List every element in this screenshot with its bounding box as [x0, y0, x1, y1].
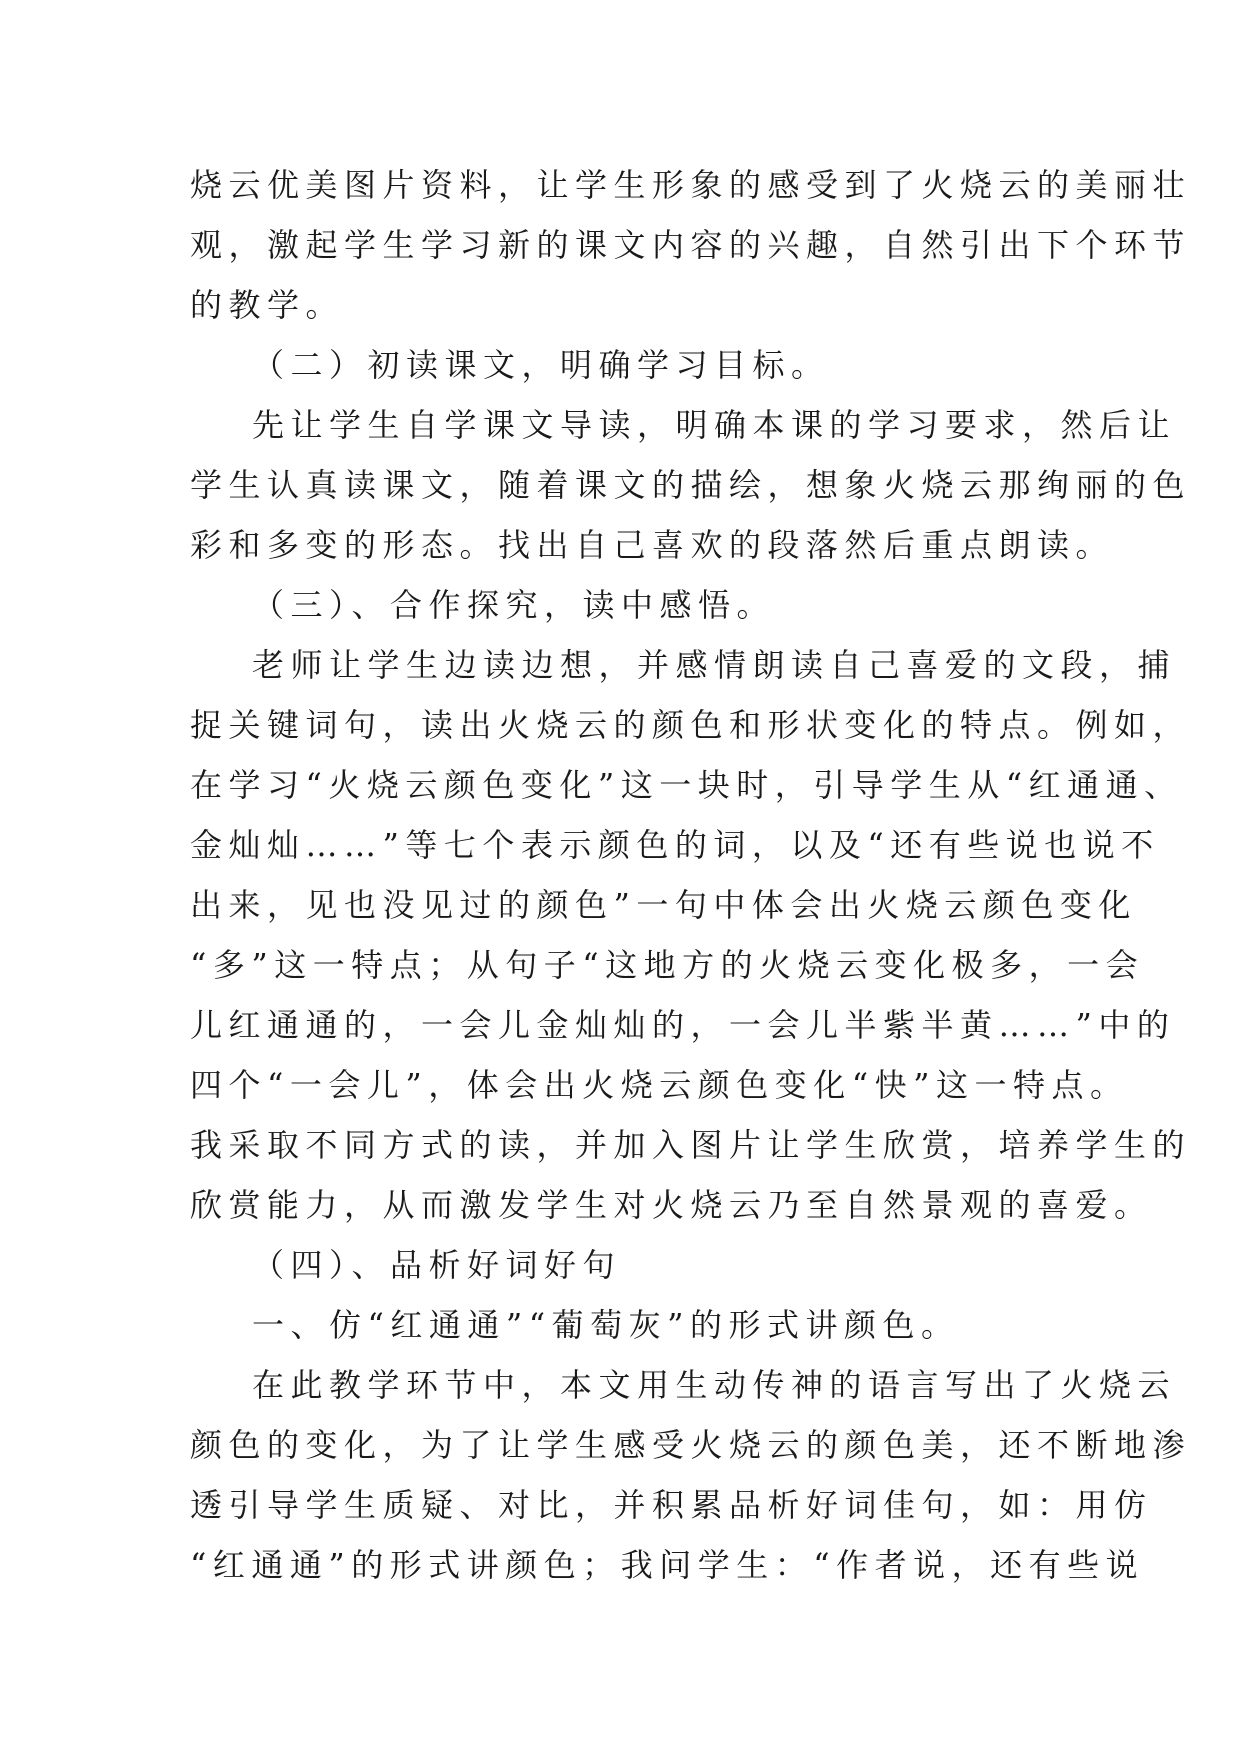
section-heading-3: （三）、合作探究，读中感悟。 [252, 586, 776, 624]
paragraph-line-5: 先让学生自学课文导读，明确本课的学习要求，然后让 [252, 406, 1177, 444]
paragraph-line-21: 在此教学环节中，本文用生动传神的语言写出了火烧云 [252, 1366, 1177, 1404]
paragraph-line-2: 观，激起学生学习新的课文内容的兴趣，自然引出下个环节 [190, 226, 1192, 264]
paragraph-line-14: “多”这一特点；从句子“这地方的火烧云变化极多，一会 [190, 946, 1145, 984]
subheading-1: 一、仿“红通通”“葡萄灰”的形式讲颜色。 [252, 1306, 960, 1344]
section-heading-2: （二）初读课文，明确学习目标。 [252, 346, 830, 384]
paragraph-line-11: 在学习“火烧云颜色变化”这一块时，引导学生从“红通通、 [190, 766, 1183, 804]
paragraph-line-15: 儿红通通的，一会儿金灿灿的，一会儿半紫半黄……”中的 [190, 1006, 1176, 1044]
paragraph-line-16: 四个“一会儿”，体会出火烧云颜色变化“快”这一特点。 [190, 1066, 1129, 1104]
paragraph-line-22: 颜色的变化，为了让学生感受火烧云的颜色美，还不断地渗 [190, 1426, 1192, 1464]
paragraph-line-13: 出来，见也没见过的颜色”一句中体会出火烧云颜色变化 [190, 886, 1137, 924]
paragraph-line-18: 欣赏能力，从而激发学生对火烧云乃至自然景观的喜爱。 [190, 1186, 1153, 1224]
paragraph-line-24: “红通通”的形式讲颜色；我问学生：“作者说，还有些说 [190, 1546, 1145, 1584]
paragraph-line-17: 我采取不同方式的读，并加入图片让学生欣赏，培养学生的 [190, 1126, 1192, 1164]
section-heading-4: （四）、品析好词好句 [252, 1246, 622, 1284]
paragraph-line-12: 金灿灿……”等七个表示颜色的词，以及“还有些说也说不 [190, 826, 1160, 864]
paragraph-line-23: 透引导学生质疑、对比，并积累品析好词佳句，如：用仿 [190, 1486, 1153, 1524]
paragraph-line-7: 彩和多变的形态。找出自己喜欢的段落然后重点朗读。 [190, 526, 1115, 564]
paragraph-line-6: 学生认真读课文，随着课文的描绘，想象火烧云那绚丽的色 [190, 466, 1192, 504]
paragraph-line-1: 烧云优美图片资料，让学生形象的感受到了火烧云的美丽壮 [190, 166, 1192, 204]
paragraph-line-10: 捉关键词句，读出火烧云的颜色和形状变化的特点。例如， [190, 706, 1192, 744]
paragraph-line-9: 老师让学生边读边想，并感情朗读自己喜爱的文段，捕 [252, 646, 1177, 684]
paragraph-line-3: 的教学。 [190, 286, 345, 324]
